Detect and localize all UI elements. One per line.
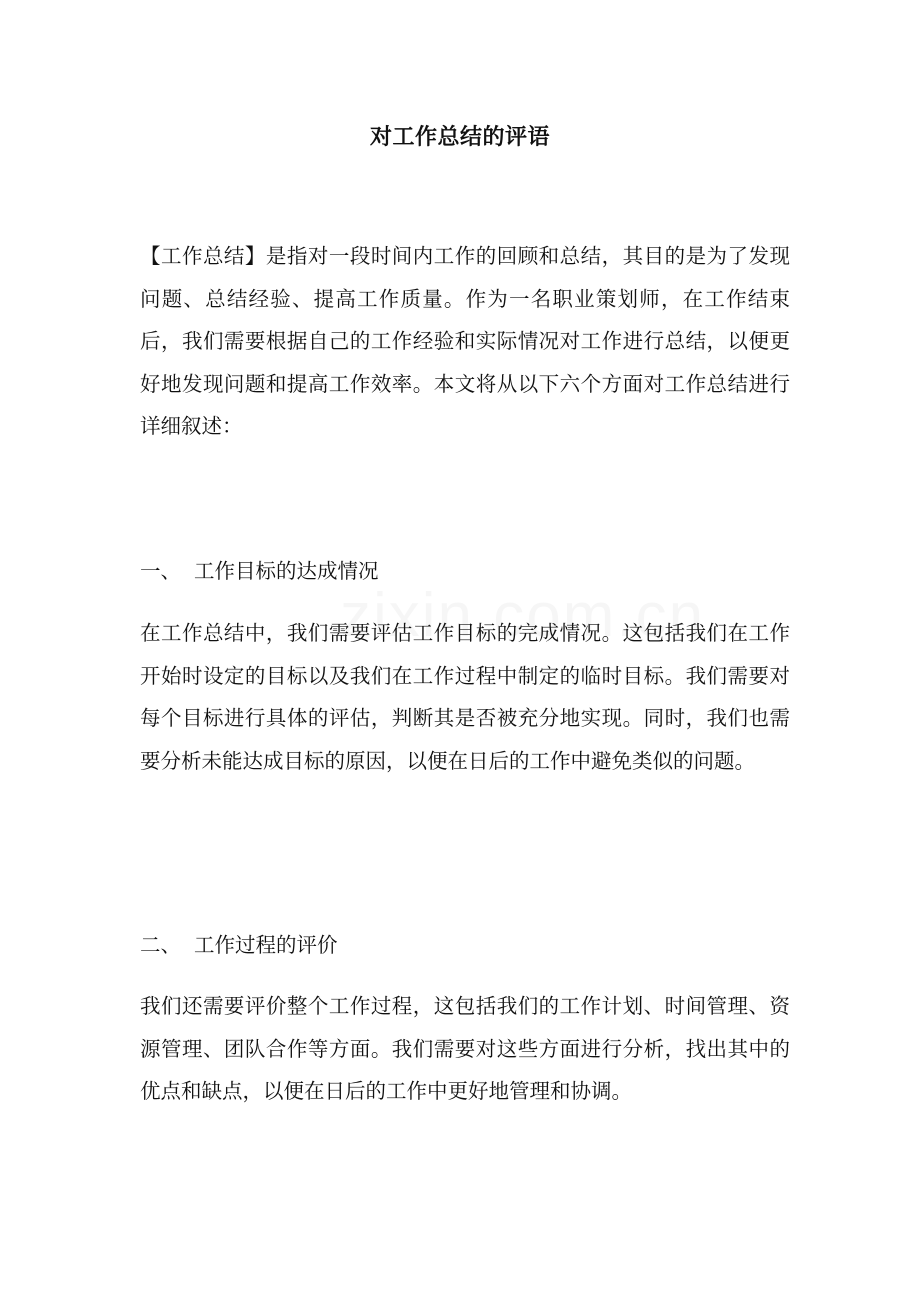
intro-paragraph: 【工作总结】是指对一段时间内工作的回顾和总结，其目的是为了发现问题、总结经验、提高工作质量。作为一名职业策划师，在工作结束后，我们需要根据自己的工作经验和实际情况对工作进行总结，以便更好地发现问题和提高工作效率。本文将从以下六个方面对工作总结进行详细叙述：: [140, 244, 790, 438]
document-title: 对工作总结的评语: [369, 124, 550, 150]
section-paragraph-1: 在工作总结中，我们需要评估工作目标的完成情况。这包括我们在工作开始时设定的目标以及我们在工作过程中制定的临时目标。我们需要对每个目标进行具体的评估，判断其是否被充分地实现。同时，我们也需要分析未能达成目标的原因，以便在日后的工作中避免类似的问题。: [140, 621, 790, 773]
section-number: 一、: [140, 559, 181, 583]
section-heading-2: [140, 924, 338, 967]
section-heading-text: 工作目标的达成情况: [194, 559, 379, 583]
section-number: 二、: [140, 933, 181, 957]
section-heading-text: 工作过程的评价: [194, 933, 338, 957]
section-heading-1: [140, 550, 379, 593]
section-paragraph-2: 我们还需要评价整个工作过程，这包括我们的工作计划、时间管理、资源管理、团队合作等方面。我们需要对这些方面进行分析，找出其中的优点和缺点，以便在日后的工作中更好地管理和协调。: [140, 994, 790, 1103]
